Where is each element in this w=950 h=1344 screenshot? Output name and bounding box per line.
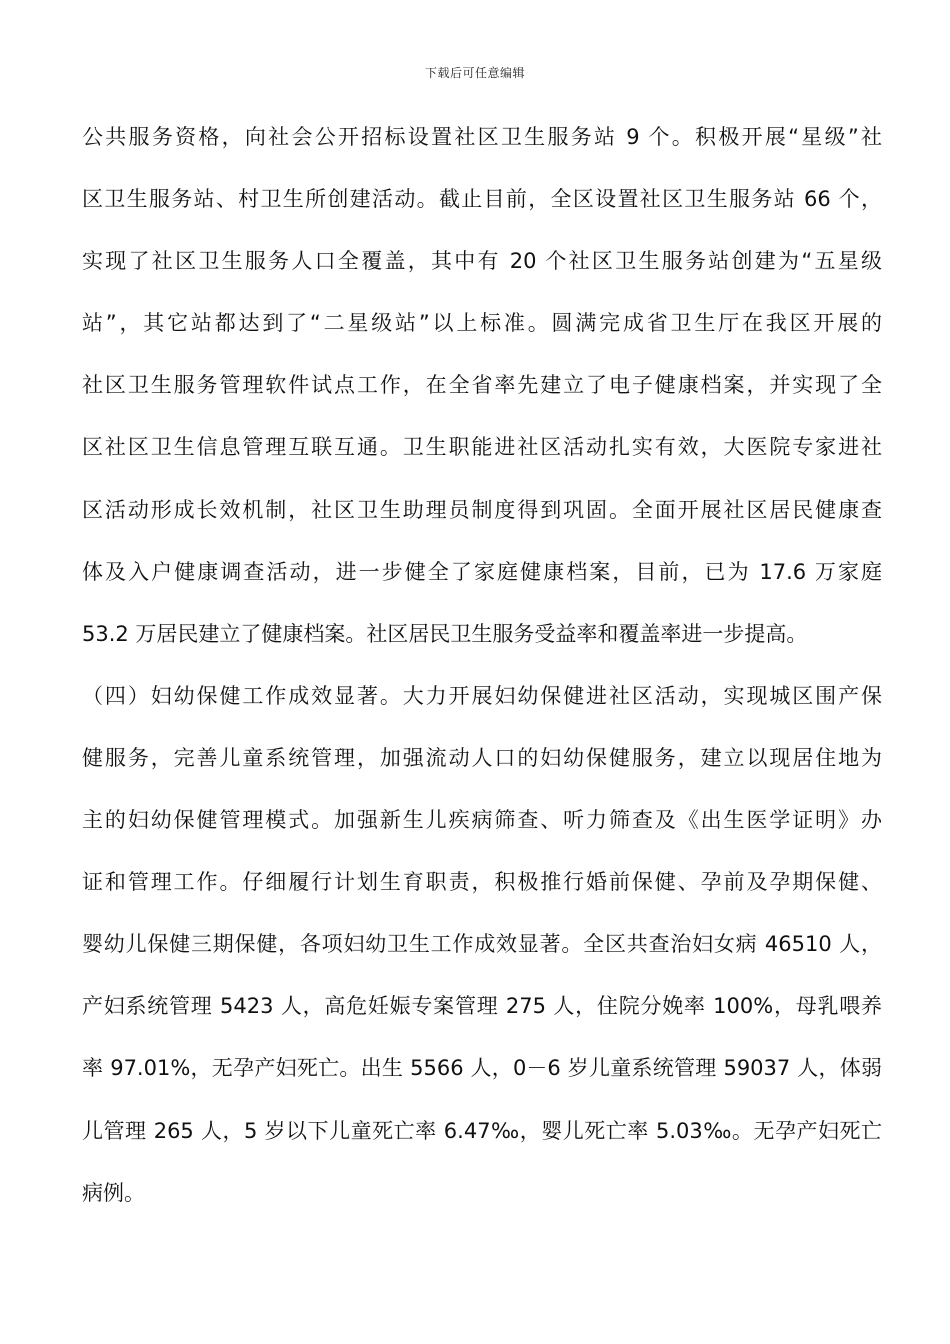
text-line: 公共服务资格，向社会公开招标设置社区卫生服务站 9 个。积极开展“星级”社 bbox=[82, 125, 882, 149]
text-line: 站”，其它站都达到了“二星级站”以上标准。圆满完成省卫生厅在我区开展的 bbox=[82, 311, 882, 336]
text-line: 区社区卫生信息管理互联互通。卫生职能进社区活动扎实有效，大医院专家进社 bbox=[82, 435, 882, 460]
document-body bbox=[82, 112, 882, 1230]
text-line: （四）妇幼保健工作成效显著。大力开展妇幼保健进社区活动，实现城区围产保 bbox=[82, 683, 882, 708]
text-line: 证和管理工作。仔细履行计划生育职责，积极推行婚前保健、孕前及孕期保健、 bbox=[82, 870, 882, 895]
text-line: 病例。 bbox=[82, 1180, 145, 1205]
text-line: 主的妇幼保健管理模式。加强新生儿疾病筛查、听力筛查及《出生医学证明》办 bbox=[82, 808, 882, 833]
text-line: 产妇系统管理 5423 人，高危妊娠专案管理 275 人，住院分娩率 100%，母乳喂养 bbox=[82, 994, 882, 1019]
text-line: 婴幼儿保健三期保健，各项妇幼卫生工作成效显著。全区共查治妇女病 46510 人， bbox=[82, 932, 882, 957]
text-line: 率 97.01%，无孕产妇死亡。出生 5566 人，0－6 岁儿童系统管理 59037 人，体弱 bbox=[82, 1056, 882, 1081]
text-line: 社区卫生服务管理软件试点工作，在全省率先建立了电子健康档案，并实现了全 bbox=[82, 373, 882, 398]
text-line: 实现了社区卫生服务人口全覆盖，其中有 20 个社区卫生服务站创建为“五星级 bbox=[82, 249, 882, 274]
text-line: 区卫生服务站、村卫生所创建活动。截止目前，全区设置社区卫生服务站 66 个， bbox=[82, 187, 882, 212]
text-line: 儿管理 265 人，5 岁以下儿童死亡率 6.47‰，婴儿死亡率 5.03‰。无孕产妇死亡 bbox=[82, 1118, 882, 1143]
text-line: 53.2 万居民建立了健康档案。社区居民卫生服务受益率和覆盖率进一步提高。 bbox=[82, 621, 808, 646]
text-line: 体及入户健康调查活动，进一步健全了家庭健康档案，目前，已为 17.6 万家庭 bbox=[82, 559, 882, 584]
page-header: 下载后可任意编辑 bbox=[424, 66, 525, 80]
text-line: 健服务，完善儿童系统管理，加强流动人口的妇幼保健服务，建立以现居住地为 bbox=[82, 745, 882, 770]
paragraph-community-health bbox=[82, 112, 882, 671]
paragraph-maternal-child-health bbox=[82, 671, 882, 1230]
text-line: 区活动形成长效机制，社区卫生助理员制度得到巩固。全面开展社区居民健康查 bbox=[82, 497, 882, 522]
